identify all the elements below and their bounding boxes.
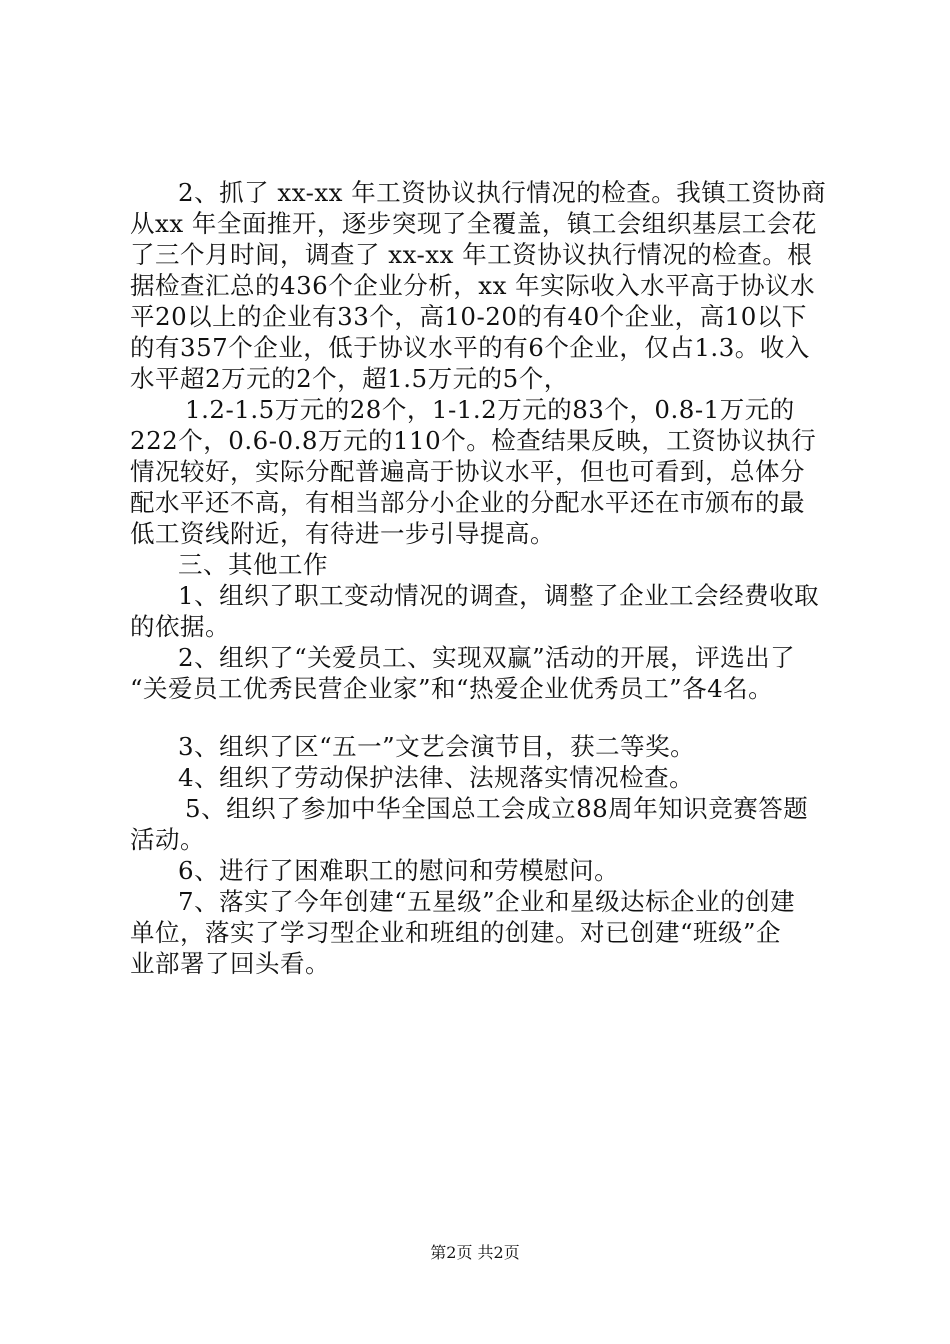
text-line: 2、抓了 xx-xx 年工资协议执行情况的检查。我镇工资协商 [178,178,827,207]
page-footer: 第2页 共2页 [430,1243,520,1262]
text-line: 1、组织了职工变动情况的调查，调整了企业工会经费收取 [178,581,820,610]
text-line: 水平超2万元的2个，超1.5万元的5个， [130,364,569,393]
text-line: “关爱员工优秀民营企业家”和“热爱企业优秀员工”各4名。 [130,674,774,703]
text-line: 4、组织了劳动保护法律、法规落实情况检查。 [178,763,695,792]
text-line: 7、落实了今年创建“五星级”企业和星级达标企业的创建 [178,887,796,916]
section-heading: 三、其他工作 [178,550,328,579]
text-line: 配水平还不高，有相当部分小企业的分配水平还在市颁布的最 [130,488,805,517]
text-line: 情况较好，实际分配普遍高于协议水平，但也可看到，总体分 [130,457,805,486]
text-line: 的有357个企业，低于协议水平的有6个企业，仅占1.3。收入 [130,333,810,362]
text-line: 低工资线附近，有待进一步引导提高。 [130,519,555,548]
text-line: 平20以上的企业有33个，高10-20的有40个企业，高10以下 [130,302,807,331]
text-line: 从xx 年全面推开，逐步突现了全覆盖，镇工会组织基层工会花 [130,209,817,238]
text-line: 单位，落实了学习型企业和班组的创建。对已创建“班级”企 [130,918,782,947]
text-line: 了三个月时间，调查了 xx-xx 年工资协议执行情况的检查。根 [130,240,813,269]
text-line: 业部署了回头看。 [130,949,330,978]
text-line: 据检查汇总的436个企业分析，xx 年实际收入水平高于协议水 [130,271,816,300]
text-line: 2、组织了“关爱员工、实现双赢”活动的开展，评选出了 [178,643,796,672]
text-line: 活动。 [130,825,205,854]
text-line: 222个，0.6-0.8万元的110个。检查结果反映，工资协议执行 [130,426,817,455]
text-line: 6、进行了困难职工的慰问和劳模慰问。 [178,856,620,885]
text-line: 5、组织了参加中华全国总工会成立88周年知识竞赛答题 [185,794,809,823]
text-line: 3、组织了区“五一”文艺会演节目，获二等奖。 [178,732,696,761]
text-line: 的依据。 [130,612,230,641]
text-line: 1.2-1.5万元的28个，1-1.2万元的83个，0.8-1万元的 [185,395,795,424]
